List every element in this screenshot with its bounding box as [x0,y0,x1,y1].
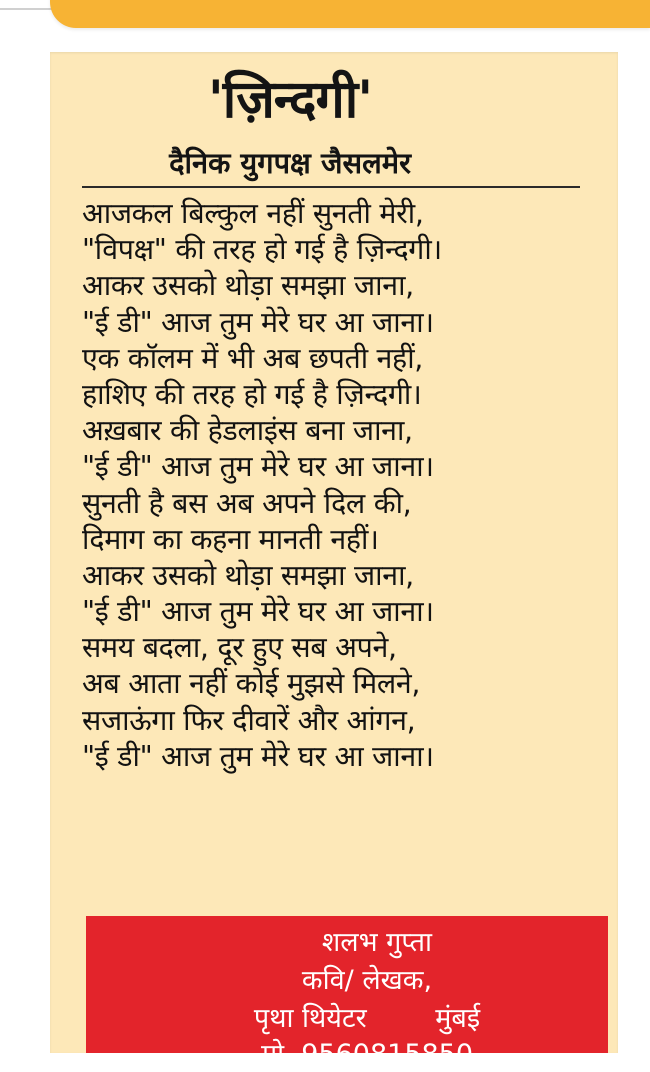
poem-line: हाशिए की तरह हो गई है ज़िन्दगी। [82,377,422,411]
newspaper-source: दैनिक युगपक्ष जैसलमेर [169,146,411,180]
author-phone-partial: मो. 9560815850 [260,1039,474,1070]
poem-line: "विपक्ष" की तरह हो गई है ज़िन्दगी। [82,233,442,267]
poem-line: आकर उसको थोड़ा समझा जाना, [82,558,414,592]
poem-line: समय बदला, दूर हुए सब अपने, [82,631,397,665]
poem-line: आजकल बिल्कुल नहीं सुनती मेरी, [82,197,424,230]
newspaper-clipping [50,52,618,1070]
author-role: कवि/ लेखक, [301,965,433,996]
poem-line: अख़बार की हेडलाइंस बना जाना, [82,414,413,448]
poem-line: "ई डी" आज तुम मेरे घर आ जाना। [82,450,434,484]
poem-line: "ई डी" आज तुम मेरे घर आ जाना। [82,595,434,629]
poem-line: "ई डी" आज तुम मेरे घर आ जाना। [82,305,434,339]
header-tab [50,0,650,28]
poem-line: एक कॉलम में भी अब छपती नहीं, [82,341,424,375]
poem-line: सुनती है बस अब अपने दिल की, [82,486,412,520]
author-byline-box [86,916,608,1070]
poem-title: 'ज़िन्दगी' [207,70,373,130]
poem-line: आकर उसको थोड़ा समझा जाना, [82,269,414,303]
title-divider [82,186,580,188]
poem-line: "ई डी" आज तुम मेरे घर आ जाना। [82,739,434,773]
author-place: पृथा थियेटर मुंबई [253,1003,481,1034]
author-name: शलभ गुप्ता [321,927,433,958]
poem-line: अब आता नहीं कोई मुझसे मिलने, [82,667,421,701]
poem-line: दिमाग का कहना मानती नहीं। [82,522,379,556]
poem-line: सजाऊंगा फिर दीवारें और आंगन, [82,703,416,737]
poem-body [82,196,582,775]
